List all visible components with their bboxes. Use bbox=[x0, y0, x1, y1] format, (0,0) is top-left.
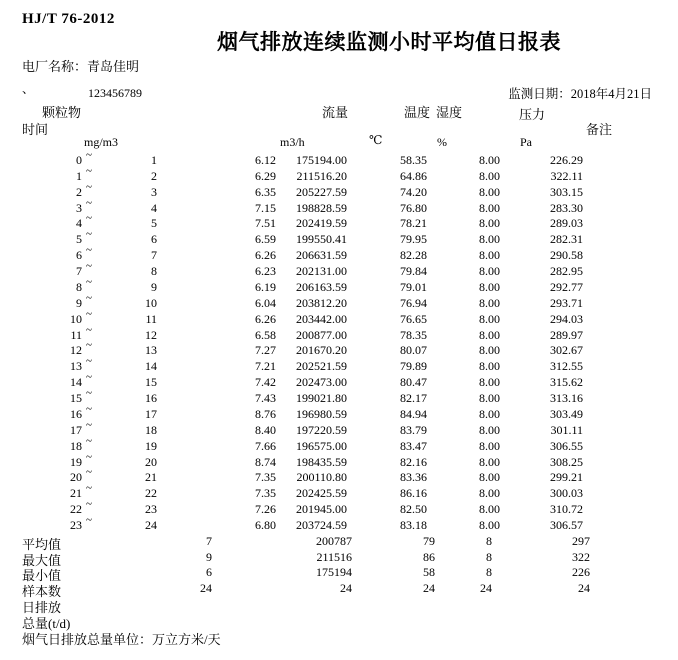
summary-label: 最小值 bbox=[22, 568, 62, 584]
pressure-value: 315.62 bbox=[550, 375, 583, 390]
dust-value: 6.58 bbox=[255, 327, 276, 342]
temperature-value: 83.47 bbox=[400, 438, 427, 453]
summary-value: 200787 bbox=[316, 534, 352, 548]
temperature-value: 84.94 bbox=[400, 406, 427, 421]
tilde-mark: ~ bbox=[86, 164, 92, 177]
pressure-value: 289.97 bbox=[550, 327, 583, 342]
humidity-value: 8.00 bbox=[479, 279, 500, 294]
tilde-mark: ~ bbox=[86, 323, 92, 336]
hour-end: 22 bbox=[145, 486, 157, 501]
hour-end: 1 bbox=[151, 153, 157, 167]
tilde-mark: ~ bbox=[86, 180, 92, 193]
flow-value: 203442.00 bbox=[296, 311, 347, 326]
flow-value: 198828.59 bbox=[296, 200, 347, 215]
hour-start: 21 bbox=[70, 486, 82, 501]
table-row bbox=[0, 434, 678, 454]
flow-value: 202521.59 bbox=[296, 359, 347, 374]
table-row bbox=[0, 466, 678, 485]
hour-start: 5 bbox=[76, 232, 82, 247]
pressure-value: 292.77 bbox=[550, 279, 583, 294]
hour-end: 9 bbox=[151, 279, 157, 294]
tilde-mark: ~ bbox=[86, 355, 92, 368]
summary-label: 最大值 bbox=[22, 552, 62, 568]
hour-end: 4 bbox=[151, 200, 157, 215]
column-header-temperature: 温度 bbox=[404, 105, 431, 120]
tilde-mark: ~ bbox=[86, 196, 92, 209]
temperature-value: 82.28 bbox=[400, 248, 427, 263]
temperature-value: 83.79 bbox=[400, 422, 427, 437]
temperature-value: 79.01 bbox=[400, 279, 427, 294]
summary-value: 7 bbox=[206, 534, 212, 548]
tilde-mark: ~ bbox=[86, 339, 92, 352]
dust-value: 6.19 bbox=[255, 279, 276, 294]
summary-value: 58 bbox=[423, 565, 435, 580]
flow-value: 201670.20 bbox=[296, 343, 347, 358]
tilde-mark: ~ bbox=[86, 387, 92, 400]
column-header-flow: 流量 bbox=[322, 105, 349, 120]
hour-start: 1 bbox=[76, 168, 82, 183]
temperature-value: 79.95 bbox=[400, 232, 427, 247]
summary-value: 322 bbox=[572, 549, 590, 564]
pressure-value: 310.72 bbox=[550, 502, 583, 517]
summary-row bbox=[0, 565, 678, 584]
humidity-value: 8.00 bbox=[479, 454, 500, 469]
hour-end: 8 bbox=[151, 264, 157, 279]
flow-value: 198435.59 bbox=[296, 454, 347, 469]
dust-value: 6.23 bbox=[255, 264, 276, 279]
hour-start: 11 bbox=[70, 327, 82, 342]
summary-value: 86 bbox=[423, 549, 435, 564]
flow-value: 203724.59 bbox=[296, 518, 347, 532]
hour-end: 2 bbox=[151, 168, 157, 183]
hour-end: 14 bbox=[145, 359, 157, 374]
pressure-value: 294.03 bbox=[550, 311, 583, 326]
flow-value: 203812.20 bbox=[296, 295, 347, 310]
summary-row bbox=[0, 534, 678, 552]
temperature-value: 78.35 bbox=[400, 327, 427, 342]
temperature-value: 76.94 bbox=[400, 295, 427, 310]
device-serial: 123456789 bbox=[88, 86, 142, 100]
hour-end: 21 bbox=[145, 470, 157, 485]
pressure-value: 303.15 bbox=[550, 184, 583, 199]
tilde-mark: ~ bbox=[86, 244, 92, 257]
dust-value: 6.35 bbox=[255, 184, 276, 199]
table-row bbox=[0, 498, 678, 517]
dust-value: 6.80 bbox=[255, 518, 276, 532]
hour-end: 15 bbox=[145, 375, 157, 390]
pressure-value: 283.30 bbox=[550, 200, 583, 215]
flow-value: 196575.00 bbox=[296, 438, 347, 453]
summary-label: 平均值 bbox=[22, 537, 62, 552]
table-row bbox=[0, 482, 678, 501]
unit-flow: m3/h bbox=[280, 135, 305, 149]
pressure-value: 282.95 bbox=[550, 264, 583, 279]
flow-value: 202131.00 bbox=[296, 264, 347, 279]
table-row bbox=[0, 323, 678, 343]
dust-value: 6.59 bbox=[255, 232, 276, 247]
table-row bbox=[0, 450, 678, 470]
temperature-value: 82.17 bbox=[400, 391, 427, 406]
flow-value: 201945.00 bbox=[296, 502, 347, 517]
tilde-mark: ~ bbox=[86, 149, 92, 161]
hour-start: 10 bbox=[70, 311, 82, 326]
tilde-mark: ~ bbox=[86, 212, 92, 225]
humidity-value: 8.00 bbox=[479, 406, 500, 421]
table-row bbox=[0, 228, 678, 247]
dust-value: 8.74 bbox=[255, 454, 276, 469]
column-header-pressure: 压力 bbox=[519, 107, 546, 122]
flow-value: 175194.00 bbox=[296, 153, 347, 167]
summary-value: 226 bbox=[572, 565, 590, 580]
humidity-value: 8.00 bbox=[479, 343, 500, 358]
humidity-value: 8.00 bbox=[479, 184, 500, 199]
hour-start: 14 bbox=[70, 375, 82, 390]
dust-value: 7.43 bbox=[255, 391, 276, 406]
temperature-value: 83.18 bbox=[400, 518, 427, 532]
unit-temperature: ℃ bbox=[369, 133, 383, 147]
hour-start: 4 bbox=[76, 216, 82, 231]
table-row bbox=[0, 514, 678, 533]
dust-value: 7.35 bbox=[255, 470, 276, 485]
tilde-mark: ~ bbox=[86, 228, 92, 241]
tilde-mark: ~ bbox=[86, 307, 92, 320]
hour-end: 7 bbox=[151, 248, 157, 263]
dust-value: 7.21 bbox=[255, 359, 276, 374]
report-title: 烟气排放连续监测小时平均值日报表 bbox=[217, 30, 561, 54]
table-row bbox=[0, 307, 678, 327]
humidity-value: 8.00 bbox=[479, 486, 500, 501]
flow-value: 202419.59 bbox=[296, 216, 347, 231]
summary-label: 日排放 bbox=[22, 599, 62, 615]
humidity-value: 8.00 bbox=[479, 470, 500, 485]
pressure-value: 306.55 bbox=[550, 438, 583, 453]
humidity-value: 8.00 bbox=[479, 518, 500, 532]
temperature-value: 86.16 bbox=[400, 486, 427, 501]
monitor-date: 监测日期：2018年4月21日 bbox=[508, 87, 652, 101]
dust-value: 7.35 bbox=[255, 486, 276, 501]
flow-value: 202473.00 bbox=[296, 375, 347, 390]
summary-label: 总量(t/d) bbox=[22, 615, 71, 631]
hour-end: 20 bbox=[145, 454, 157, 469]
footer-note: 烟气日排放总量单位：万立方米/天 bbox=[22, 632, 221, 647]
table-row bbox=[0, 196, 678, 216]
hour-start: 13 bbox=[70, 359, 82, 374]
summary-value: 24 bbox=[340, 581, 352, 596]
hour-end: 18 bbox=[145, 422, 157, 437]
temperature-value: 82.16 bbox=[400, 454, 427, 469]
flow-value: 199550.41 bbox=[296, 232, 347, 247]
hour-end: 11 bbox=[145, 311, 157, 326]
hour-start: 9 bbox=[76, 295, 82, 310]
hour-end: 24 bbox=[145, 518, 157, 532]
flow-value: 211516.20 bbox=[296, 168, 347, 183]
hour-end: 13 bbox=[145, 343, 157, 358]
standard-number: HJ/T 76-2012 bbox=[22, 11, 115, 27]
table-row bbox=[0, 355, 678, 374]
flow-value: 197220.59 bbox=[296, 422, 347, 437]
pressure-value: 306.57 bbox=[550, 518, 583, 532]
table-row bbox=[0, 371, 678, 390]
summary-row bbox=[0, 613, 678, 631]
hour-start: 12 bbox=[70, 343, 82, 358]
temperature-value: 64.86 bbox=[400, 168, 427, 183]
table-row bbox=[0, 149, 678, 168]
dust-value: 7.27 bbox=[255, 343, 276, 358]
flow-value: 196980.59 bbox=[296, 406, 347, 421]
tilde-mark: ~ bbox=[86, 498, 92, 511]
tilde-mark: ~ bbox=[86, 275, 92, 288]
table-row bbox=[0, 180, 678, 200]
hour-end: 17 bbox=[145, 406, 157, 421]
flow-value: 202425.59 bbox=[296, 486, 347, 501]
tilde-mark: ~ bbox=[86, 466, 92, 479]
dust-value: 8.40 bbox=[255, 422, 276, 437]
column-header-humidity: 湿度 bbox=[436, 105, 463, 120]
flow-value: 206163.59 bbox=[296, 279, 347, 294]
column-header-remark: 备注 bbox=[586, 122, 613, 137]
hour-start: 23 bbox=[70, 518, 82, 532]
humidity-value: 8.00 bbox=[479, 216, 500, 231]
table-row bbox=[0, 418, 678, 438]
temperature-value: 78.21 bbox=[400, 216, 427, 231]
hour-end: 12 bbox=[145, 327, 157, 342]
summary-value: 175194 bbox=[316, 565, 352, 580]
summary-label: 样本数 bbox=[22, 584, 62, 600]
dust-value: 7.66 bbox=[255, 438, 276, 453]
humidity-value: 8.00 bbox=[479, 327, 500, 342]
plant-name: 电厂名称：青岛佳明 bbox=[22, 59, 140, 74]
hour-start: 20 bbox=[70, 470, 82, 485]
tilde-mark: ~ bbox=[86, 482, 92, 495]
table-row bbox=[0, 164, 678, 184]
summary-value: 24 bbox=[200, 581, 212, 596]
flow-value: 199021.80 bbox=[296, 391, 347, 406]
humidity-value: 8.00 bbox=[479, 248, 500, 263]
dust-value: 7.15 bbox=[255, 200, 276, 215]
pressure-value: 301.11 bbox=[550, 422, 583, 437]
summary-value: 8 bbox=[486, 534, 492, 548]
tilde-mark: ~ bbox=[86, 260, 92, 273]
flow-value: 200877.00 bbox=[296, 327, 347, 342]
dust-value: 7.42 bbox=[255, 375, 276, 390]
hour-start: 3 bbox=[76, 200, 82, 215]
hour-start: 18 bbox=[70, 438, 82, 453]
pressure-value: 322.11 bbox=[550, 168, 583, 183]
humidity-value: 8.00 bbox=[479, 422, 500, 437]
hour-end: 23 bbox=[145, 502, 157, 517]
summary-value: 79 bbox=[423, 534, 435, 548]
hour-end: 6 bbox=[151, 232, 157, 247]
summary-value: 211516 bbox=[316, 549, 352, 564]
dust-value: 7.26 bbox=[255, 502, 276, 517]
temperature-value: 80.07 bbox=[400, 343, 427, 358]
humidity-value: 8.00 bbox=[479, 168, 500, 183]
tilde-mark: ~ bbox=[86, 371, 92, 384]
tilde-mark: ~ bbox=[86, 514, 92, 526]
summary-value: 8 bbox=[486, 565, 492, 580]
dust-value: 6.12 bbox=[255, 153, 276, 167]
tilde-mark: ~ bbox=[86, 418, 92, 431]
unit-pressure: Pa bbox=[520, 135, 532, 149]
summary-row bbox=[0, 597, 678, 615]
pressure-value: 299.21 bbox=[550, 470, 583, 485]
pressure-value: 289.03 bbox=[550, 216, 583, 231]
temperature-value: 79.89 bbox=[400, 359, 427, 374]
hour-end: 10 bbox=[145, 295, 157, 310]
summary-value: 297 bbox=[572, 534, 590, 548]
hour-end: 5 bbox=[151, 216, 157, 231]
humidity-value: 8.00 bbox=[479, 375, 500, 390]
table-row bbox=[0, 291, 678, 311]
humidity-value: 8.00 bbox=[479, 264, 500, 279]
table-row bbox=[0, 387, 678, 406]
temperature-value: 76.80 bbox=[400, 200, 427, 215]
humidity-value: 8.00 bbox=[479, 295, 500, 310]
tilde-mark: ~ bbox=[86, 434, 92, 447]
dust-value: 6.04 bbox=[255, 295, 276, 310]
unit-dust: mg/m3 bbox=[84, 135, 119, 149]
humidity-value: 8.00 bbox=[479, 153, 500, 167]
pressure-value: 312.55 bbox=[550, 359, 583, 374]
hour-start: 2 bbox=[76, 184, 82, 199]
humidity-value: 8.00 bbox=[479, 359, 500, 374]
punctuation-mark: 、 bbox=[22, 82, 35, 96]
hour-start: 17 bbox=[70, 422, 82, 437]
temperature-value: 76.65 bbox=[400, 311, 427, 326]
table-row bbox=[0, 339, 678, 358]
hour-start: 6 bbox=[76, 248, 82, 263]
tilde-mark: ~ bbox=[86, 291, 92, 304]
temperature-value: 79.84 bbox=[400, 264, 427, 279]
hour-end: 3 bbox=[151, 184, 157, 199]
hour-start: 8 bbox=[76, 279, 82, 294]
summary-row bbox=[0, 549, 678, 568]
humidity-value: 8.00 bbox=[479, 502, 500, 517]
dust-value: 7.51 bbox=[255, 216, 276, 231]
summary-value: 6 bbox=[206, 565, 212, 580]
hour-end: 19 bbox=[145, 438, 157, 453]
dust-value: 6.26 bbox=[255, 248, 276, 263]
tilde-mark: ~ bbox=[86, 450, 92, 463]
humidity-value: 8.00 bbox=[479, 438, 500, 453]
table-row bbox=[0, 212, 678, 231]
pressure-value: 313.16 bbox=[550, 391, 583, 406]
column-header-dust: 颗粒物 bbox=[42, 105, 82, 120]
summary-row bbox=[0, 581, 678, 600]
dust-value: 8.76 bbox=[255, 406, 276, 421]
pressure-value: 308.25 bbox=[550, 454, 583, 469]
column-header-time: 时间 bbox=[22, 122, 49, 137]
tilde-mark: ~ bbox=[86, 402, 92, 415]
summary-value: 24 bbox=[480, 581, 492, 596]
table-row bbox=[0, 402, 678, 422]
pressure-value: 282.31 bbox=[550, 232, 583, 247]
flow-value: 200110.80 bbox=[296, 470, 347, 485]
temperature-value: 74.20 bbox=[400, 184, 427, 199]
unit-humidity: % bbox=[437, 135, 447, 149]
pressure-value: 293.71 bbox=[550, 295, 583, 310]
summary-value: 24 bbox=[423, 581, 435, 596]
pressure-value: 226.29 bbox=[550, 153, 583, 167]
temperature-value: 58.35 bbox=[400, 153, 427, 167]
hour-start: 19 bbox=[70, 454, 82, 469]
temperature-value: 80.47 bbox=[400, 375, 427, 390]
summary-value: 8 bbox=[486, 549, 492, 564]
humidity-value: 8.00 bbox=[479, 391, 500, 406]
humidity-value: 8.00 bbox=[479, 311, 500, 326]
hour-start: 15 bbox=[70, 391, 82, 406]
pressure-value: 302.67 bbox=[550, 343, 583, 358]
hour-start: 7 bbox=[76, 264, 82, 279]
temperature-value: 82.50 bbox=[400, 502, 427, 517]
pressure-value: 303.49 bbox=[550, 406, 583, 421]
humidity-value: 8.00 bbox=[479, 200, 500, 215]
hour-start: 16 bbox=[70, 406, 82, 421]
flow-value: 205227.59 bbox=[296, 184, 347, 199]
table-row bbox=[0, 244, 678, 263]
summary-value: 24 bbox=[578, 581, 590, 596]
dust-value: 6.29 bbox=[255, 168, 276, 183]
dust-value: 6.26 bbox=[255, 311, 276, 326]
table-row bbox=[0, 275, 678, 295]
hour-start: 0 bbox=[76, 153, 82, 167]
hour-start: 22 bbox=[70, 502, 82, 517]
hour-end: 16 bbox=[145, 391, 157, 406]
humidity-value: 8.00 bbox=[479, 232, 500, 247]
flow-value: 206631.59 bbox=[296, 248, 347, 263]
pressure-value: 290.58 bbox=[550, 248, 583, 263]
temperature-value: 83.36 bbox=[400, 470, 427, 485]
summary-value: 9 bbox=[206, 549, 212, 564]
pressure-value: 300.03 bbox=[550, 486, 583, 501]
table-row bbox=[0, 260, 678, 279]
